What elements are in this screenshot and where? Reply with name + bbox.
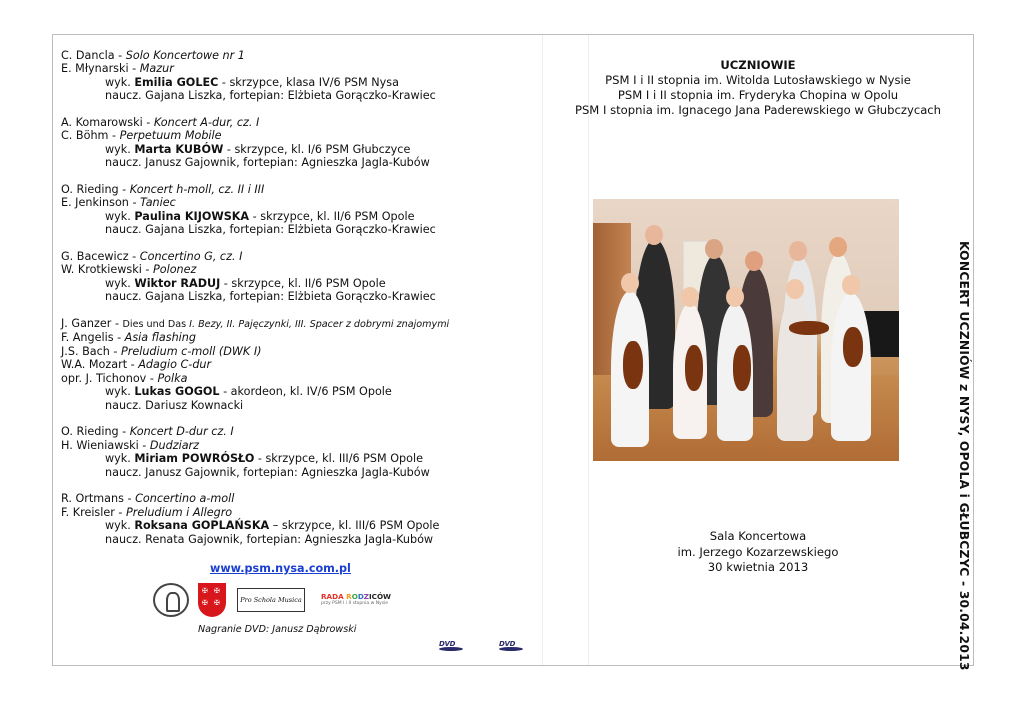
- composer: W.A. Mozart -: [61, 358, 139, 372]
- program-list: [61, 49, 531, 559]
- piece-line: [61, 331, 531, 344]
- performer-prefix: wyk.: [105, 209, 135, 223]
- composer: H. Wieniawski -: [61, 438, 150, 452]
- photo-head: [842, 275, 860, 295]
- performer-line: [61, 210, 531, 223]
- piece-line: [61, 372, 531, 385]
- photo-head: [786, 279, 804, 299]
- performer-prefix: wyk.: [105, 519, 135, 533]
- performer-prefix: wyk.: [105, 452, 135, 466]
- composer: E. Jenkinson -: [61, 196, 141, 210]
- program-block: [61, 116, 531, 170]
- photo-head: [705, 239, 723, 259]
- piece-title: Mazur: [139, 62, 174, 76]
- piece-line: [61, 49, 531, 62]
- piece-title: Preludium c-moll (DWK I): [121, 344, 262, 358]
- composer: F. Kreisler -: [61, 505, 126, 519]
- program-block: [61, 425, 531, 479]
- composer: E. Młynarski -: [61, 62, 140, 76]
- venue-hall: Sala Koncertowa: [709, 529, 807, 543]
- teacher-line: naucz. Gajana Liszka, fortepian: Elżbieta Gorączko-Krawiec: [105, 223, 436, 237]
- school-emblem-icon: [153, 583, 189, 617]
- performer-details: - skrzypce, klasa IV/6 PSM Nysa: [218, 75, 399, 89]
- performer-name: Wiktor RADUJ: [134, 276, 221, 290]
- composer: J. Ganzer -: [61, 317, 123, 331]
- website-link[interactable]: www.psm.nysa.com.pl: [210, 562, 351, 575]
- piece-title: Concertino G, cz. I: [139, 250, 243, 264]
- piece-title: Asia flashing: [124, 331, 196, 345]
- violin-icon: [843, 327, 863, 367]
- front-header: [541, 57, 975, 119]
- school-line: PSM I i II stopnia im. Fryderyka Chopina w Opolu: [617, 88, 899, 103]
- venue-patron: im. Jerzego Kozarzewskiego: [677, 544, 839, 559]
- piece-line: [61, 129, 531, 142]
- composer: R. Ortmans -: [61, 492, 136, 506]
- composer: W. Krotkiewski -: [61, 263, 153, 277]
- performer-line: [61, 385, 531, 398]
- composer: G. Bacewicz -: [61, 250, 140, 264]
- piece-title: Koncert h-moll, cz. II i III: [129, 183, 265, 197]
- school-line: PSM I i II stopnia im. Witolda Lutosławskiego w Nysie: [605, 73, 911, 87]
- piece-title: Perpetuum Mobile: [119, 129, 222, 143]
- photo-head: [681, 287, 699, 307]
- performer-details: – skrzypce, kl. III/6 PSM Opole: [269, 519, 440, 533]
- performer-name: Paulina KIJOWSKA: [134, 209, 250, 223]
- performer-details: - skrzypce, kl. II/6 PSM Opole: [249, 209, 415, 223]
- piece-title: Solo Koncertowe nr 1: [125, 49, 245, 62]
- performer-name: Roksana GOPLAŃSKA: [134, 519, 270, 533]
- piece-line: [61, 116, 531, 129]
- photo-head: [726, 287, 744, 307]
- front-heading: UCZNIOWIE: [720, 58, 796, 72]
- composer: F. Angelis -: [61, 331, 125, 345]
- venue-date: 30 kwietnia 2013: [707, 560, 809, 575]
- piece-line: [61, 263, 531, 276]
- performer-prefix: wyk.: [105, 385, 135, 399]
- photo-head: [789, 241, 807, 261]
- composer: A. Komarowski -: [61, 116, 154, 130]
- recording-credit: Nagranie DVD: Janusz Dąbrowski: [198, 624, 357, 635]
- performer-name: Lukas GOGOL: [134, 385, 220, 399]
- piece-title: Taniec: [140, 196, 176, 210]
- parents-council-logo: RADA RODZICÓW przy PSM I i II stopnia w Nysie: [321, 592, 391, 606]
- performer-line: [61, 143, 531, 156]
- performer-prefix: wyk.: [105, 276, 135, 290]
- performer-details: - skrzypce, kl. III/6 PSM Opole: [254, 452, 423, 466]
- photo-head: [829, 237, 847, 257]
- program-block: [61, 250, 531, 304]
- piece-line: [61, 345, 531, 358]
- program-block: [61, 317, 531, 412]
- piece-line: [61, 439, 531, 452]
- composer: O. Rieding -: [61, 183, 130, 197]
- piece-line: [61, 506, 531, 519]
- performer-name: Emilia GOLEC: [134, 75, 219, 89]
- performer-line: [61, 519, 531, 532]
- program-block: [61, 49, 531, 103]
- piece-title: Koncert A-dur, cz. I: [153, 116, 260, 130]
- violin-icon: [789, 321, 829, 335]
- photo-person: [777, 295, 813, 441]
- teacher-line: naucz. Dariusz Kownacki: [105, 398, 244, 412]
- piece-title: Koncert D-dur cz. I: [129, 425, 234, 439]
- parents-council-subtitle: przy PSM I i II stopnia w Nysie: [321, 601, 389, 606]
- performer-details: - skrzypce, kl. II/6 PSM Opole: [220, 276, 386, 290]
- performer-line: [61, 452, 531, 465]
- group-photo: [593, 199, 899, 461]
- composer: J.S. Bach -: [61, 344, 121, 358]
- teacher-line: naucz. Gajana Liszka, fortepian: Elżbieta Gorączko-Krawiec: [105, 290, 436, 304]
- teacher-line: naucz. Janusz Gajownik, fortepian: Agnieszka Jagla-Kubów: [105, 465, 430, 479]
- piece-line: [61, 492, 531, 505]
- performer-line: [61, 76, 531, 89]
- composer: opr. J. Tichonov -: [61, 371, 158, 385]
- piece-line: [61, 358, 531, 371]
- program-block: [61, 183, 531, 237]
- piece-title: Adagio C-dur: [138, 358, 212, 372]
- piece-title: Polka: [157, 371, 188, 385]
- violin-icon: [733, 345, 751, 391]
- piece-line: [61, 317, 531, 331]
- teacher-line: naucz. Janusz Gajownik, fortepian: Agnieszka Jagla-Kubów: [105, 156, 430, 170]
- composer: O. Rieding -: [61, 425, 130, 439]
- photo-head: [621, 273, 639, 293]
- photo-head: [745, 251, 763, 271]
- piece-collection: Dies und Das: [122, 319, 190, 331]
- photo-head: [645, 225, 663, 245]
- dvd-cover: [52, 34, 974, 671]
- performer-prefix: wyk.: [105, 142, 135, 156]
- teacher-line: naucz. Renata Gajownik, fortepian: Agnieszka Jagla-Kubów: [105, 532, 434, 546]
- dvd-logo-icon: DVD: [439, 640, 463, 651]
- sponsor-logos: [153, 583, 413, 619]
- composer: C. Dancla -: [61, 49, 126, 62]
- piece-line: [61, 250, 531, 263]
- piece-line: [61, 183, 531, 196]
- teacher-line: naucz. Gajana Liszka, fortepian: Elżbieta Gorączko-Krawiec: [105, 89, 436, 103]
- piece-line: [61, 425, 531, 438]
- performer-prefix: wyk.: [105, 75, 135, 89]
- piece-title: Polonez: [153, 263, 197, 277]
- program-block: [61, 492, 531, 546]
- piece-line: [61, 62, 531, 75]
- city-coat-of-arms-icon: ✠ ✠ ✠ ✠: [198, 583, 226, 617]
- performer-name: Miriam POWRÓSŁO: [134, 452, 255, 466]
- piece-line: [61, 196, 531, 209]
- piece-title: I. Bezy, II. Pajęczynki, III. Spacer z dobrymi znajomymi: [189, 319, 450, 331]
- photo-person: [831, 293, 871, 441]
- violin-icon: [685, 345, 703, 391]
- composer: C. Böhm -: [61, 129, 120, 143]
- violin-icon: [623, 341, 643, 389]
- spine-title: KONCERT UCZNIÓW z NYSY, OPOLA i GŁUBCZYC - 30.04.2013: [957, 241, 971, 671]
- piece-title: Preludium i Allegro: [126, 505, 233, 519]
- performer-details: - skrzypce, kl. I/6 PSM Głubczyce: [223, 142, 411, 156]
- piece-title: Dudziarz: [149, 438, 200, 452]
- performer-name: Marta KUBÓW: [134, 142, 224, 156]
- piece-title: Concertino a-moll: [135, 492, 235, 506]
- dvd-logo-icon: DVD: [499, 640, 523, 651]
- school-line: PSM I stopnia im. Ignacego Jana Paderewskiego w Głubczycach: [574, 103, 942, 118]
- pro-schola-musica-logo: Pro Schola Musica: [237, 588, 305, 612]
- performer-details: - akordeon, kl. IV/6 PSM Opole: [219, 385, 392, 399]
- performer-line: [61, 277, 531, 290]
- venue-info: [541, 529, 975, 576]
